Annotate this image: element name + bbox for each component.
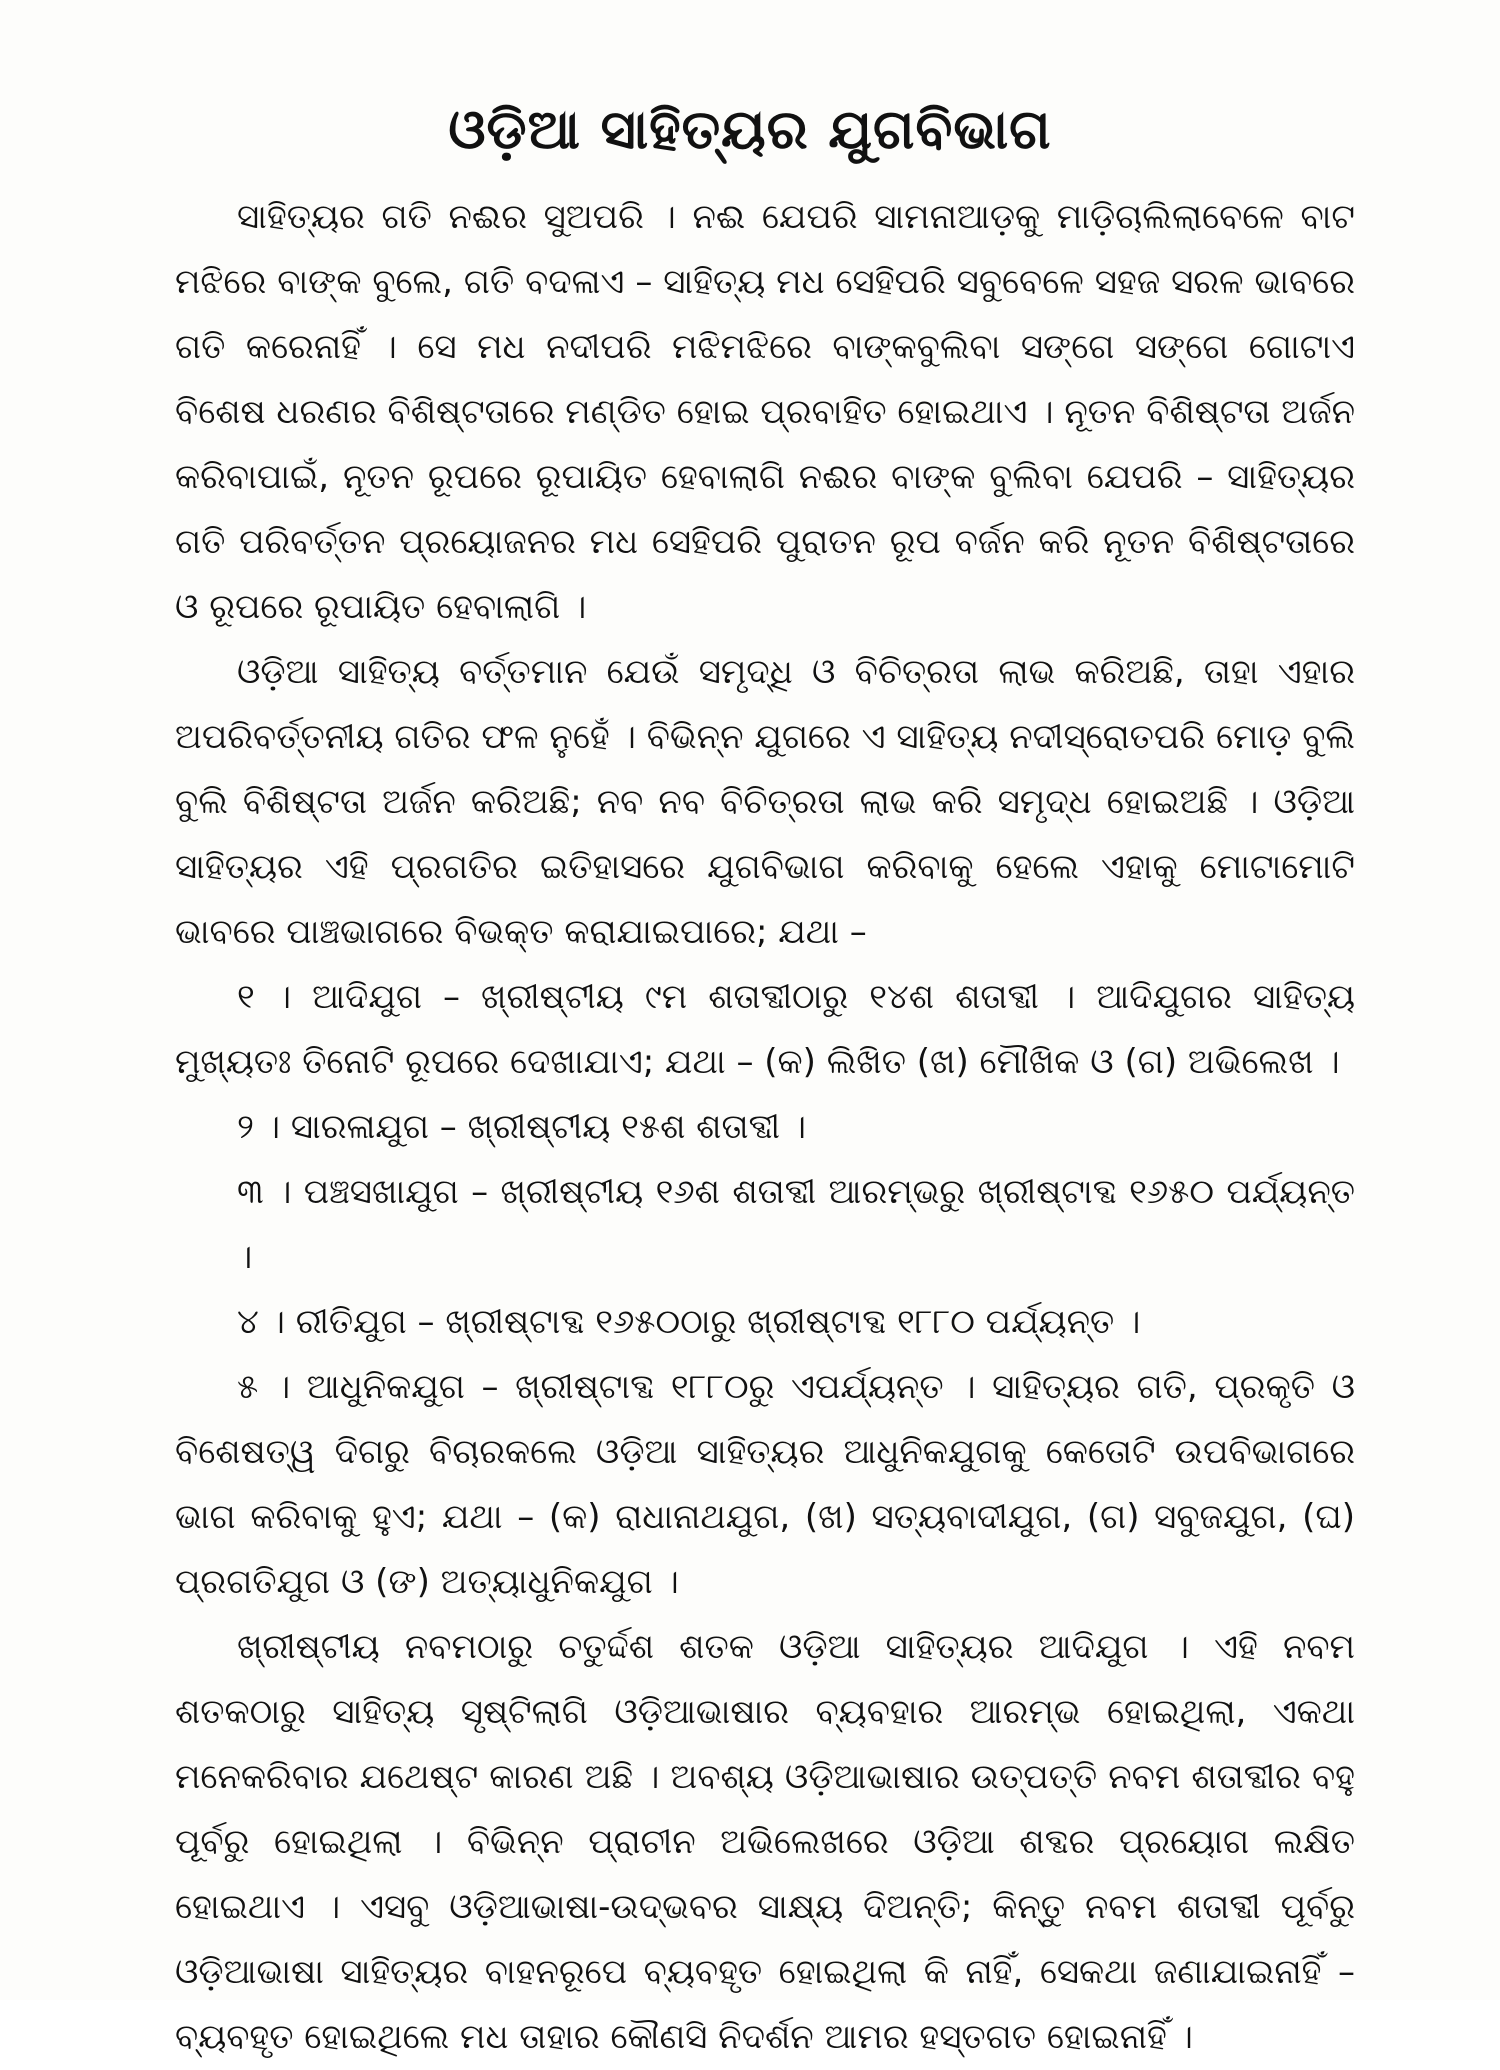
era-list-item: ୩ । ପଞ୍ଚସଖାଯୁଗ – ଖ୍ରୀଷ୍ଟୀୟ ୧୬ଶ ଶତାବ୍ଦୀ ଆରମ୍ଭରୁ ଖ୍ରୀଷ୍ଟାବ୍ଦ ୧୬୫୦ ପର୍ଯ୍ୟନ୍ତ । (237, 1172, 1355, 1277)
page-body (175, 185, 1355, 2070)
paragraph-closing: ଖ୍ରୀଷ୍ଟୀୟ ନବମଠାରୁ ଚତୁର୍ଦ୍ଦଶ ଶତକ ଓଡ଼ିଆ ସାହିତ୍ୟର ଆଦିଯୁଗ । ଏହି ନବମ ଶତକଠାରୁ ସାହିତ୍ୟ ସୃଷ୍ଟିଲାଗି ଓଡ଼ିଆଭାଷାର ବ୍ୟବହାର ଆରମ୍ଭ ହୋଇଥିଲା, ଏକଥା ମନେକରିବାର ଯଥେଷ୍ଟ କାରଣ ଅଛି । ଅବଶ୍ୟ ଓଡ଼ିଆଭାଷାର ଉତ୍ପତ୍ତି ନବମ ଶତାବ୍ଦୀର ବହୁ ପୂର୍ବରୁ ହୋଇଥିଲା । ବିଭିନ୍ନ ପ୍ରାଚୀନ ଅଭିଲେଖରେ ଓଡ଼ିଆ ଶବ୍ଦର ପ୍ରୟୋଗ ଲକ୍ଷିତ ହୋଇଥାଏ । ଏସବୁ ଓଡ଼ିଆଭାଷା-ଉଦ୍ଭବର ସାକ୍ଷ୍ୟ ଦିଅନ୍ତି; କିନ୍ତୁ ନବମ ଶତାବ୍ଦୀ ପୂର୍ବରୁ ଓଡ଼ିଆଭାଷା ସାହିତ୍ୟର ବାହନରୂପେ ବ୍ୟବହୃତ ହୋଇଥିଲା କି ନାହିଁ, ସେକଥା ଜଣାଯାଇନାହିଁ – ବ୍ୟବହୃତ ହୋଇଥିଲେ ମଧ ତାହାର କୌଣସି ନିଦର୍ଶନ ଆମର ହସ୍ତଗତ ହୋଇନାହିଁ । (175, 1627, 1355, 2057)
era-list (175, 965, 1355, 1615)
era-list-item: ୧ । ଆଦିଯୁଗ – ଖ୍ରୀଷ୍ଟୀୟ ୯ମ ଶତାବ୍ଦୀଠାରୁ ୧୪ଶ ଶତାବ୍ଦୀ । ଆଦିଯୁଗର ସାହିତ୍ୟ ମୁଖ୍ୟତଃ ତିନୋଟି ରୂପରେ ଦେଖାଯାଏ; ଯଥା – (କ) ଲିଖିତ (ଖ) ମୌଖିକ ଓ (ଗ) ଅଭିଲେଖ । (175, 977, 1355, 1082)
paragraph-eras-intro: ଓଡ଼ିଆ ସାହିତ୍ୟ ବର୍ତ୍ତମାନ ଯେଉଁ ସମୃଦ୍ଧି ଓ ବିଚିତ୍ରତା ଲାଭ କରିଅଛି, ତାହା ଏହାର ଅପରିବର୍ତ୍ତନୀୟ ଗତିର ଫଳ ନୁହେଁ । ବିଭିନ୍ନ ଯୁଗରେ ଏ ସାହିତ୍ୟ ନଦୀସ୍ରୋତପରି ମୋଡ଼ ବୁଲି ବୁଲି ବିଶିଷ୍ଟତା ଅର୍ଜନ କରିଅଛି; ନବ ନବ ବିଚିତ୍ରତା ଲାଭ କରି ସମୃଦ୍ଧ ହୋଇଅଛି । ଓଡ଼ିଆ ସାହିତ୍ୟର ଏହି ପ୍ରଗତିର ଇତିହାସରେ ଯୁଗବିଭାଗ କରିବାକୁ ହେଲେ ଏହାକୁ ମୋଟାମୋଟି ଭାବରେ ପାଞ୍ଚଭାଗରେ ବିଭକ୍ତ କରାଯାଇପାରେ; ଯଥା – (175, 652, 1355, 952)
paragraph-intro: ସାହିତ୍ୟର ଗତି ନଈର ସୁଅପରି । ନଈ ଯେପରି ସାମନାଆଡ଼କୁ ମାଡ଼ିଚାଲିଲାବେଳେ ବାଟ ମଝିରେ ବାଙ୍କ ବୁଲେ, ଗତି ବଦଳାଏ – ସାହିତ୍ୟ ମଧ ସେହିପରି ସବୁବେଳେ ସହଜ ସରଳ ଭାବରେ ଗତି କରେନାହିଁ । ସେ ମଧ ନଦୀପରି ମଝିମଝିରେ ବାଙ୍କବୁଲିବା ସଙ୍ଗେ ସଙ୍ଗେ ଗୋଟାଏ ବିଶେଷ ଧରଣର ବିଶିଷ୍ଟତାରେ ମଣ୍ଡିତ ହୋଇ ପ୍ରବାହିତ ହୋଇଥାଏ । ନୂତନ ବିଶିଷ୍ଟତା ଅର୍ଜନ କରିବାପାଇଁ, ନୂତନ ରୂପରେ ରୂପାୟିତ ହେବାଲାଗି ନଈର ବାଙ୍କ ବୁଲିବା ଯେପରି – ସାହିତ୍ୟର ଗତି ପରିବର୍ତ୍ତନ ପ୍ରୟୋଜନର ମଧ ସେହିପରି ପୁରାତନ ରୂପ ବର୍ଜନ କରି ନୂତନ ବିଶିଷ୍ଟତାରେ ଓ ରୂପରେ ରୂପାୟିତ ହେବାଲାଗି । (175, 197, 1355, 627)
era-list-item: ୪ । ରୀତିଯୁଗ – ଖ୍ରୀଷ୍ଟାବ୍ଦ ୧୬୫୦ଠାରୁ ଖ୍ରୀଷ୍ଟାବ୍ଦ ୧୮୮୦ ପର୍ଯ୍ୟନ୍ତ । (237, 1302, 1141, 1342)
era-list-item: ୫ । ଆଧୁନିକଯୁଗ – ଖ୍ରୀଷ୍ଟାବ୍ଦ ୧୮୮୦ରୁ ଏପର୍ଯ୍ୟନ୍ତ । ସାହିତ୍ୟର ଗତି, ପ୍ରକୃତି ଓ ବିଶେଷତ୍ୱ ଦିଗରୁ ବିଚାରକଲେ ଓଡ଼ିଆ ସାହିତ୍ୟର ଆଧୁନିକଯୁଗକୁ କେତୋଟି ଉପବିଭାଗରେ ଭାଗ କରିବାକୁ ହୁଏ; ଯଥା – (କ) ରାଧାନାଥଯୁଗ, (ଖ) ସତ୍ୟବାଦୀଯୁଗ, (ଗ) ସବୁଜଯୁଗ, (ଘ) ପ୍ରଗତିଯୁଗ ଓ (ଙ) ଅତ୍ୟାଧୁନିକଯୁଗ । (175, 1367, 1355, 1602)
era-list-item: ୨ । ସାରଳାଯୁଗ – ଖ୍ରୀଷ୍ଟୀୟ ୧୫ଶ ଶତାବ୍ଦୀ । (237, 1107, 807, 1147)
page-title: ଓଡ଼ିଆ ସାହିତ୍ୟର ଯୁଗବିଭାଗ (448, 98, 1052, 162)
